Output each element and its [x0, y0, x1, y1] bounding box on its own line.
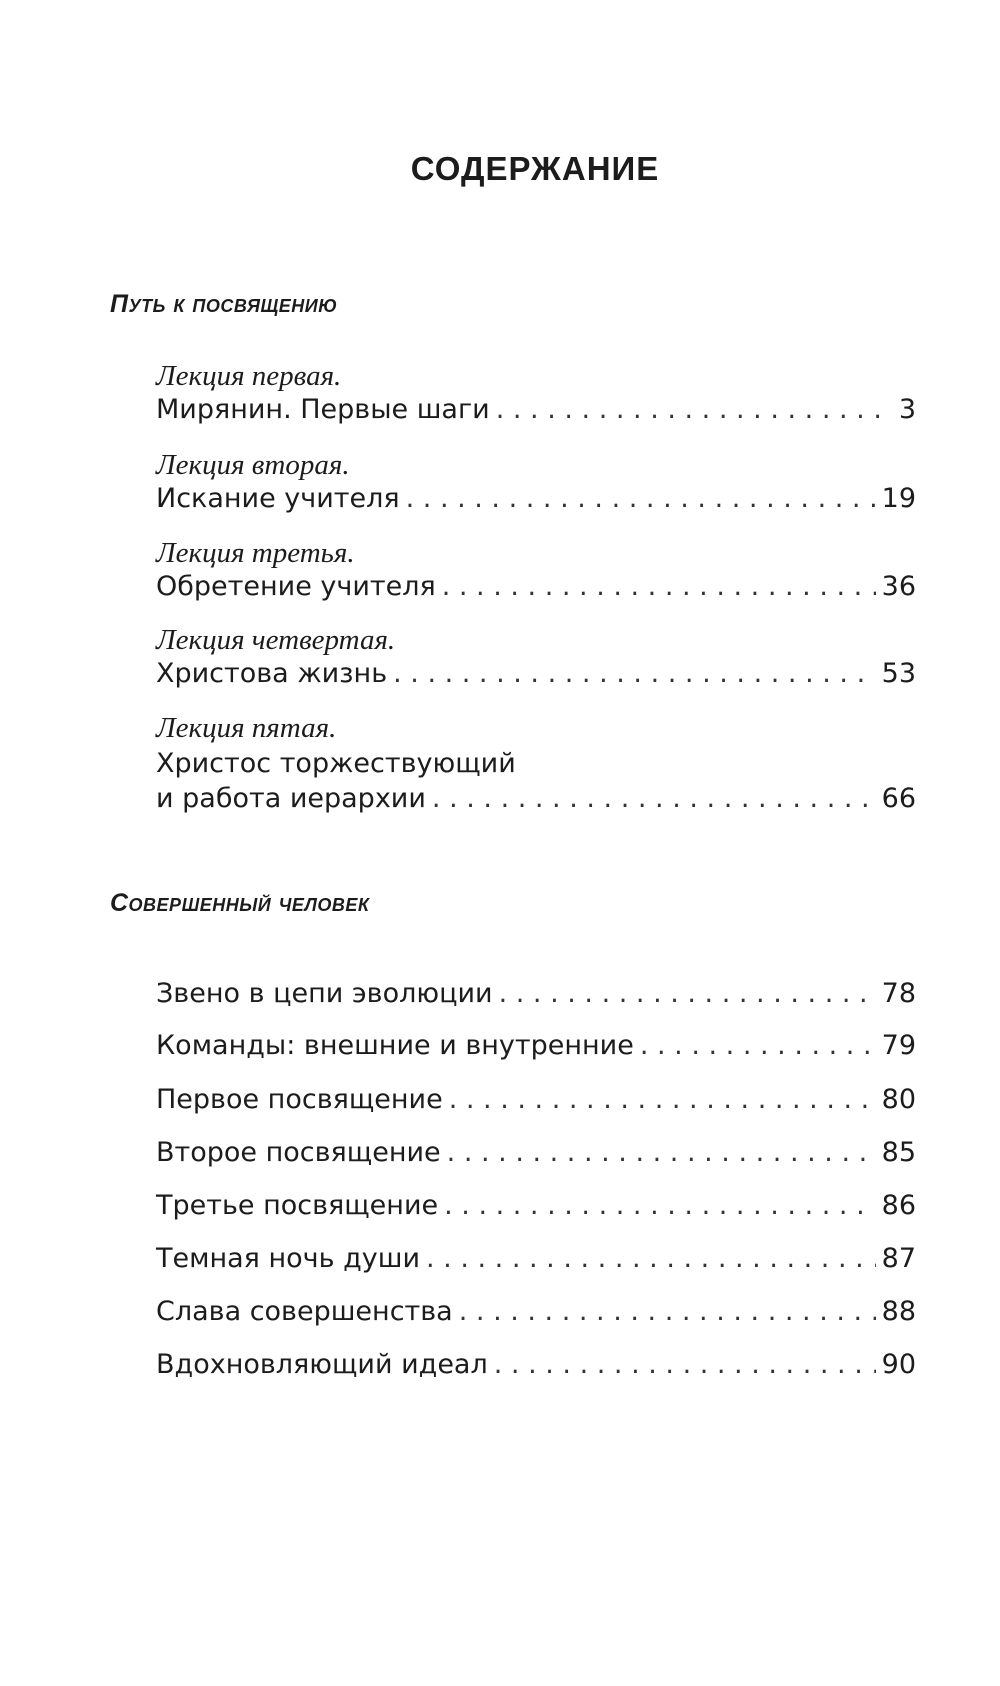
toc-entry-title-line1: Христос торжествующий [156, 748, 516, 779]
toc-entry-title: Христова жизнь [156, 658, 388, 689]
toc-entry-page: 19 [881, 483, 916, 514]
toc-entry-page: 53 [881, 658, 916, 689]
leader-dots [444, 1190, 876, 1221]
toc-entry[interactable] [156, 658, 916, 689]
toc-entry[interactable] [156, 1084, 916, 1115]
leader-dots [459, 1296, 876, 1327]
leader-dots [426, 1243, 876, 1274]
toc-entry[interactable] [156, 483, 916, 514]
lecture-label: Лекция вторая. [156, 449, 350, 481]
toc-entry[interactable] [156, 1190, 916, 1221]
leader-dots [640, 1030, 876, 1061]
leader-dots [494, 1349, 876, 1380]
toc-entry-page: 88 [881, 1296, 916, 1327]
toc-entry[interactable] [156, 783, 916, 814]
toc-entry-page: 79 [881, 1030, 916, 1061]
page-title: СОДЕРЖАНИЕ [410, 150, 660, 187]
leader-dots [442, 571, 876, 602]
toc-entry[interactable] [156, 978, 916, 1009]
toc-entry[interactable] [156, 1137, 916, 1168]
toc-entry-title: и работа иерархии [156, 783, 426, 814]
toc-entry-title: Искание учителя [156, 483, 400, 514]
leader-dots [432, 783, 876, 814]
section-heading-perfect-man: Совершенный человек [110, 889, 370, 917]
toc-entry-page: 90 [881, 1349, 916, 1380]
section-heading-path-to-initiation: Путь к посвящению [110, 290, 338, 318]
leader-dots [447, 1137, 876, 1168]
lecture-label: Лекция пятая. [156, 712, 337, 744]
toc-entry-page: 3 [898, 394, 916, 425]
toc-entry-title: Обретение учителя [156, 571, 436, 602]
lecture-label: Лекция четвертая. [156, 624, 396, 656]
leader-dots [393, 658, 876, 689]
leader-dots [499, 978, 876, 1009]
toc-entry[interactable] [156, 394, 916, 425]
toc-entry[interactable] [156, 1030, 916, 1061]
toc-entry[interactable] [156, 1296, 916, 1327]
leader-dots [406, 483, 876, 514]
toc-entry-title: Команды: внешние и внутренние [156, 1030, 634, 1061]
toc-entry[interactable] [156, 1349, 916, 1380]
toc-entry[interactable] [156, 1243, 916, 1274]
toc-entry-page: 85 [881, 1137, 916, 1168]
toc-entry-title: Второе посвящение [156, 1137, 441, 1168]
lecture-label: Лекция первая. [156, 360, 342, 392]
toc-entry-page: 80 [881, 1084, 916, 1115]
leader-dots [449, 1084, 876, 1115]
toc-entry-page: 36 [881, 571, 916, 602]
toc-entry-title: Вдохновляющий идеал [156, 1349, 488, 1380]
leader-dots [496, 394, 893, 425]
toc-entry-page: 78 [881, 978, 916, 1009]
toc-entry-title: Звено в цепи эволюции [156, 978, 493, 1009]
toc-entry-page: 87 [881, 1243, 916, 1274]
lecture-label: Лекция третья. [156, 537, 355, 569]
toc-entry-page: 66 [881, 783, 916, 814]
toc-entry-title: Третье посвящение [156, 1190, 439, 1221]
toc-entry-title: Слава совершенства [156, 1296, 453, 1327]
toc-entry-page: 86 [881, 1190, 916, 1221]
toc-entry[interactable] [156, 571, 916, 602]
toc-entry-title: Темная ночь души [156, 1243, 421, 1274]
toc-entry-title: Первое посвящение [156, 1084, 443, 1115]
toc-entry-title: Мирянин. Первые шаги [156, 394, 490, 425]
